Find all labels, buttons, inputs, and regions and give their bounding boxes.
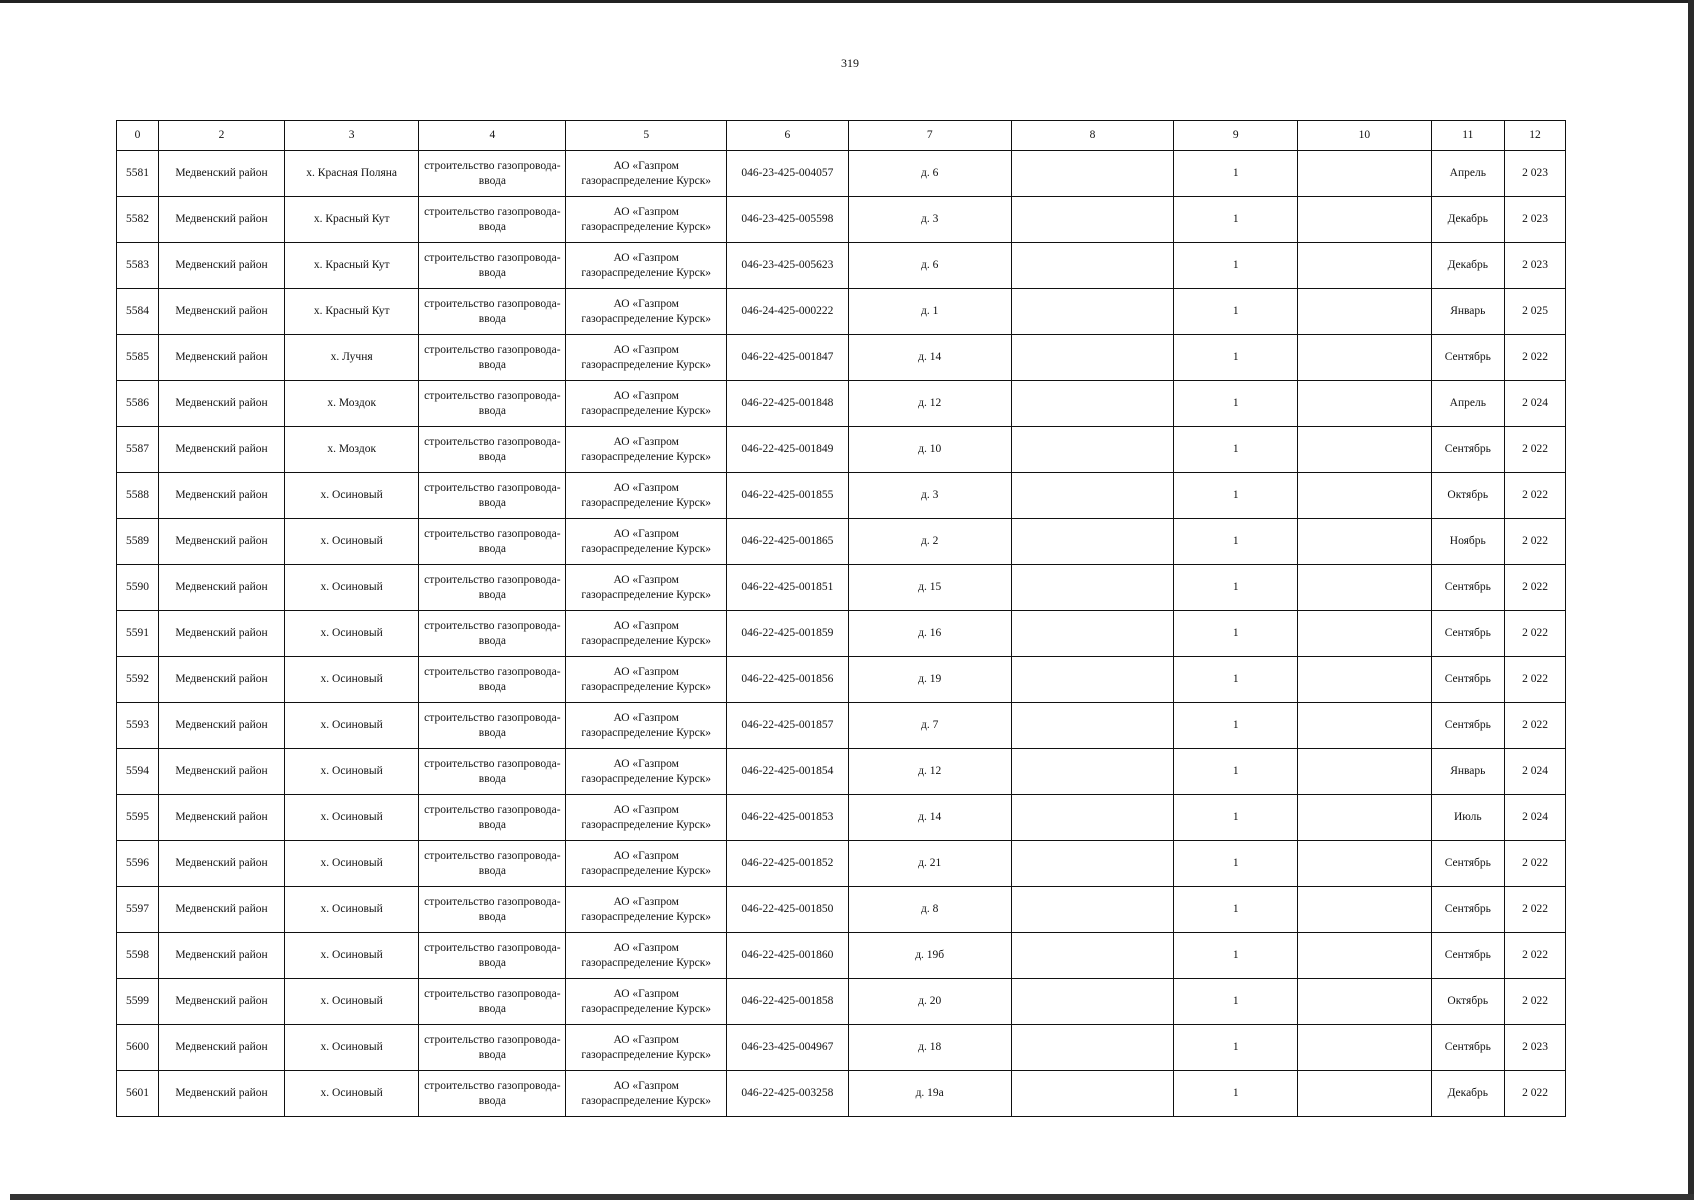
settlement-cell: х. Красный Кут [284, 243, 418, 289]
month-cell: Декабрь [1431, 197, 1505, 243]
year-cell: 2 023 [1505, 197, 1566, 243]
row-number-cell: 5590 [117, 565, 159, 611]
year-cell: 2 022 [1505, 1071, 1566, 1117]
settlement-cell: х. Красный Кут [284, 289, 418, 335]
column-10-cell [1298, 749, 1431, 795]
year-cell: 2 022 [1505, 565, 1566, 611]
work-type-cell: строительство газопровода-ввода [419, 703, 566, 749]
district-cell: Медвенский район [159, 841, 285, 887]
organization-cell: АО «Газпром газораспределение Курск» [566, 565, 727, 611]
settlement-cell: х. Осиновый [284, 887, 418, 933]
settlement-cell: х. Осиновый [284, 473, 418, 519]
column-8-cell [1011, 933, 1174, 979]
district-cell: Медвенский район [159, 335, 285, 381]
month-cell: Сентябрь [1431, 565, 1505, 611]
object-code-cell: 046-22-425-001850 [727, 887, 849, 933]
column-10-cell [1298, 289, 1431, 335]
district-cell: Медвенский район [159, 519, 285, 565]
settlement-cell: х. Осиновый [284, 565, 418, 611]
table-row [117, 197, 1566, 243]
header-col-3: 3 [284, 121, 418, 151]
column-10-cell [1298, 841, 1431, 887]
column-10-cell [1298, 795, 1431, 841]
work-type-cell: строительство газопровода-ввода [419, 1071, 566, 1117]
table-row [117, 795, 1566, 841]
district-cell: Медвенский район [159, 473, 285, 519]
house-number-cell: д. 6 [848, 243, 1011, 289]
house-number-cell: д. 12 [848, 381, 1011, 427]
column-8-cell [1011, 473, 1174, 519]
quantity-cell: 1 [1174, 979, 1298, 1025]
column-10-cell [1298, 427, 1431, 473]
organization-cell: АО «Газпром газораспределение Курск» [566, 289, 727, 335]
district-cell: Медвенский район [159, 933, 285, 979]
header-row [117, 121, 1566, 151]
year-cell: 2 022 [1505, 427, 1566, 473]
object-code-cell: 046-23-425-005623 [727, 243, 849, 289]
settlement-cell: х. Моздок [284, 427, 418, 473]
header-col-11: 11 [1431, 121, 1505, 151]
month-cell: Декабрь [1431, 243, 1505, 289]
district-cell: Медвенский район [159, 611, 285, 657]
year-cell: 2 023 [1505, 1025, 1566, 1071]
work-type-cell: строительство газопровода-ввода [419, 1025, 566, 1071]
house-number-cell: д. 21 [848, 841, 1011, 887]
object-code-cell: 046-24-425-000222 [727, 289, 849, 335]
month-cell: Апрель [1431, 381, 1505, 427]
work-type-cell: строительство газопровода-ввода [419, 519, 566, 565]
settlement-cell: х. Осиновый [284, 1025, 418, 1071]
organization-cell: АО «Газпром газораспределение Курск» [566, 519, 727, 565]
column-8-cell [1011, 427, 1174, 473]
house-number-cell: д. 19 [848, 657, 1011, 703]
month-cell: Сентябрь [1431, 841, 1505, 887]
table-row [117, 335, 1566, 381]
quantity-cell: 1 [1174, 703, 1298, 749]
row-number-cell: 5588 [117, 473, 159, 519]
object-code-cell: 046-22-425-001859 [727, 611, 849, 657]
row-number-cell: 5592 [117, 657, 159, 703]
quantity-cell: 1 [1174, 473, 1298, 519]
district-cell: Медвенский район [159, 427, 285, 473]
settlement-cell: х. Красный Кут [284, 197, 418, 243]
table-row [117, 427, 1566, 473]
organization-cell: АО «Газпром газораспределение Курск» [566, 979, 727, 1025]
column-8-cell [1011, 611, 1174, 657]
column-8-cell [1011, 519, 1174, 565]
quantity-cell: 1 [1174, 427, 1298, 473]
house-number-cell: д. 20 [848, 979, 1011, 1025]
object-code-cell: 046-22-425-001857 [727, 703, 849, 749]
table-row [117, 289, 1566, 335]
organization-cell: АО «Газпром газораспределение Курск» [566, 427, 727, 473]
table-row [117, 1071, 1566, 1117]
quantity-cell: 1 [1174, 381, 1298, 427]
house-number-cell: д. 7 [848, 703, 1011, 749]
column-8-cell [1011, 381, 1174, 427]
column-10-cell [1298, 979, 1431, 1025]
work-type-cell: строительство газопровода-ввода [419, 841, 566, 887]
month-cell: Октябрь [1431, 473, 1505, 519]
header-col-6: 6 [727, 121, 849, 151]
organization-cell: АО «Газпром газораспределение Курск» [566, 703, 727, 749]
house-number-cell: д. 1 [848, 289, 1011, 335]
year-cell: 2 022 [1505, 335, 1566, 381]
month-cell: Декабрь [1431, 1071, 1505, 1117]
table-row [117, 611, 1566, 657]
house-number-cell: д. 14 [848, 335, 1011, 381]
row-number-cell: 5581 [117, 151, 159, 197]
district-cell: Медвенский район [159, 795, 285, 841]
page-number: 319 [841, 56, 859, 70]
header-col-12: 12 [1505, 121, 1566, 151]
work-type-cell: строительство газопровода-ввода [419, 979, 566, 1025]
object-code-cell: 046-22-425-001849 [727, 427, 849, 473]
year-cell: 2 024 [1505, 749, 1566, 795]
quantity-cell: 1 [1174, 841, 1298, 887]
table-row [117, 887, 1566, 933]
month-cell: Сентябрь [1431, 933, 1505, 979]
row-number-cell: 5597 [117, 887, 159, 933]
column-10-cell [1298, 197, 1431, 243]
table-row [117, 933, 1566, 979]
organization-cell: АО «Газпром газораспределение Курск» [566, 151, 727, 197]
year-cell: 2 022 [1505, 657, 1566, 703]
settlement-cell: х. Осиновый [284, 519, 418, 565]
year-cell: 2 022 [1505, 979, 1566, 1025]
organization-cell: АО «Газпром газораспределение Курск» [566, 887, 727, 933]
column-10-cell [1298, 1025, 1431, 1071]
table-row [117, 519, 1566, 565]
quantity-cell: 1 [1174, 565, 1298, 611]
district-cell: Медвенский район [159, 565, 285, 611]
month-cell: Сентябрь [1431, 703, 1505, 749]
header-col-8: 8 [1011, 121, 1174, 151]
table-row [117, 1025, 1566, 1071]
year-cell: 2 022 [1505, 703, 1566, 749]
house-number-cell: д. 18 [848, 1025, 1011, 1071]
row-number-cell: 5596 [117, 841, 159, 887]
organization-cell: АО «Газпром газораспределение Курск» [566, 473, 727, 519]
month-cell: Сентябрь [1431, 887, 1505, 933]
header-col-10: 10 [1298, 121, 1431, 151]
column-10-cell [1298, 519, 1431, 565]
work-type-cell: строительство газопровода-ввода [419, 749, 566, 795]
row-number-cell: 5593 [117, 703, 159, 749]
organization-cell: АО «Газпром газораспределение Курск» [566, 243, 727, 289]
column-10-cell [1298, 473, 1431, 519]
organization-cell: АО «Газпром газораспределение Курск» [566, 611, 727, 657]
row-number-cell: 5584 [117, 289, 159, 335]
organization-cell: АО «Газпром газораспределение Курск» [566, 841, 727, 887]
house-number-cell: д. 14 [848, 795, 1011, 841]
row-number-cell: 5586 [117, 381, 159, 427]
object-code-cell: 046-22-425-001854 [727, 749, 849, 795]
object-code-cell: 046-23-425-005598 [727, 197, 849, 243]
column-8-cell [1011, 795, 1174, 841]
column-8-cell [1011, 887, 1174, 933]
column-10-cell [1298, 887, 1431, 933]
month-cell: Январь [1431, 289, 1505, 335]
month-cell: Сентябрь [1431, 335, 1505, 381]
object-code-cell: 046-22-425-001853 [727, 795, 849, 841]
settlement-cell: х. Осиновый [284, 1071, 418, 1117]
district-cell: Медвенский район [159, 381, 285, 427]
row-number-cell: 5587 [117, 427, 159, 473]
settlement-cell: х. Осиновый [284, 841, 418, 887]
header-col-4: 4 [419, 121, 566, 151]
table-row [117, 381, 1566, 427]
column-8-cell [1011, 197, 1174, 243]
object-code-cell: 046-22-425-001858 [727, 979, 849, 1025]
column-10-cell [1298, 703, 1431, 749]
object-code-cell: 046-22-425-001848 [727, 381, 849, 427]
district-cell: Медвенский район [159, 703, 285, 749]
quantity-cell: 1 [1174, 749, 1298, 795]
house-number-cell: д. 3 [848, 197, 1011, 243]
scan-right-edge [1688, 0, 1694, 1200]
work-type-cell: строительство газопровода-ввода [419, 335, 566, 381]
row-number-cell: 5583 [117, 243, 159, 289]
settlement-cell: х. Осиновый [284, 749, 418, 795]
quantity-cell: 1 [1174, 289, 1298, 335]
organization-cell: АО «Газпром газораспределение Курск» [566, 749, 727, 795]
work-type-cell: строительство газопровода-ввода [419, 795, 566, 841]
year-cell: 2 025 [1505, 289, 1566, 335]
row-number-cell: 5601 [117, 1071, 159, 1117]
header-col-0: 0 [117, 121, 159, 151]
registry-body [117, 151, 1566, 1117]
work-type-cell: строительство газопровода-ввода [419, 427, 566, 473]
row-number-cell: 5582 [117, 197, 159, 243]
settlement-cell: х. Осиновый [284, 657, 418, 703]
year-cell: 2 022 [1505, 519, 1566, 565]
gas-connection-registry-table [116, 120, 1566, 1117]
organization-cell: АО «Газпром газораспределение Курск» [566, 657, 727, 703]
quantity-cell: 1 [1174, 519, 1298, 565]
month-cell: Сентябрь [1431, 427, 1505, 473]
column-8-cell [1011, 565, 1174, 611]
month-cell: Апрель [1431, 151, 1505, 197]
quantity-cell: 1 [1174, 611, 1298, 657]
house-number-cell: д. 19б [848, 933, 1011, 979]
table-row [117, 565, 1566, 611]
settlement-cell: х. Лучня [284, 335, 418, 381]
object-code-cell: 046-22-425-001860 [727, 933, 849, 979]
year-cell: 2 022 [1505, 611, 1566, 657]
house-number-cell: д. 10 [848, 427, 1011, 473]
column-10-cell [1298, 611, 1431, 657]
work-type-cell: строительство газопровода-ввода [419, 473, 566, 519]
table-row [117, 749, 1566, 795]
organization-cell: АО «Газпром газораспределение Курск» [566, 1071, 727, 1117]
district-cell: Медвенский район [159, 151, 285, 197]
organization-cell: АО «Газпром газораспределение Курск» [566, 1025, 727, 1071]
year-cell: 2 022 [1505, 473, 1566, 519]
year-cell: 2 022 [1505, 841, 1566, 887]
year-cell: 2 023 [1505, 243, 1566, 289]
row-number-cell: 5599 [117, 979, 159, 1025]
month-cell: Сентябрь [1431, 1025, 1505, 1071]
column-8-cell [1011, 749, 1174, 795]
month-cell: Сентябрь [1431, 611, 1505, 657]
house-number-cell: д. 15 [848, 565, 1011, 611]
organization-cell: АО «Газпром газораспределение Курск» [566, 381, 727, 427]
house-number-cell: д. 3 [848, 473, 1011, 519]
settlement-cell: х. Моздок [284, 381, 418, 427]
table-row [117, 151, 1566, 197]
work-type-cell: строительство газопровода-ввода [419, 565, 566, 611]
object-code-cell: 046-22-425-001851 [727, 565, 849, 611]
column-10-cell [1298, 657, 1431, 703]
settlement-cell: х. Осиновый [284, 703, 418, 749]
column-8-cell [1011, 979, 1174, 1025]
work-type-cell: строительство газопровода-ввода [419, 151, 566, 197]
table-row [117, 841, 1566, 887]
table-row [117, 243, 1566, 289]
object-code-cell: 046-22-425-001856 [727, 657, 849, 703]
row-number-cell: 5598 [117, 933, 159, 979]
object-code-cell: 046-23-425-004967 [727, 1025, 849, 1071]
column-10-cell [1298, 1071, 1431, 1117]
work-type-cell: строительство газопровода-ввода [419, 289, 566, 335]
object-code-cell: 046-22-425-003258 [727, 1071, 849, 1117]
district-cell: Медвенский район [159, 657, 285, 703]
header-col-2: 2 [159, 121, 285, 151]
district-cell: Медвенский район [159, 979, 285, 1025]
object-code-cell: 046-23-425-004057 [727, 151, 849, 197]
quantity-cell: 1 [1174, 795, 1298, 841]
work-type-cell: строительство газопровода-ввода [419, 197, 566, 243]
year-cell: 2 024 [1505, 795, 1566, 841]
table-row [117, 473, 1566, 519]
column-8-cell [1011, 289, 1174, 335]
column-8-cell [1011, 1071, 1174, 1117]
column-10-cell [1298, 933, 1431, 979]
district-cell: Медвенский район [159, 289, 285, 335]
table-row [117, 657, 1566, 703]
settlement-cell: х. Осиновый [284, 933, 418, 979]
quantity-cell: 1 [1174, 887, 1298, 933]
house-number-cell: д. 2 [848, 519, 1011, 565]
work-type-cell: строительство газопровода-ввода [419, 611, 566, 657]
header-col-7: 7 [848, 121, 1011, 151]
work-type-cell: строительство газопровода-ввода [419, 887, 566, 933]
month-cell: Январь [1431, 749, 1505, 795]
quantity-cell: 1 [1174, 1071, 1298, 1117]
header-col-9: 9 [1174, 121, 1298, 151]
quantity-cell: 1 [1174, 243, 1298, 289]
column-8-cell [1011, 841, 1174, 887]
object-code-cell: 046-22-425-001852 [727, 841, 849, 887]
row-number-cell: 5589 [117, 519, 159, 565]
column-8-cell [1011, 657, 1174, 703]
scan-bottom-edge [10, 1194, 1694, 1200]
column-10-cell [1298, 151, 1431, 197]
district-cell: Медвенский район [159, 887, 285, 933]
work-type-cell: строительство газопровода-ввода [419, 657, 566, 703]
column-10-cell [1298, 335, 1431, 381]
year-cell: 2 022 [1505, 933, 1566, 979]
year-cell: 2 022 [1505, 887, 1566, 933]
district-cell: Медвенский район [159, 197, 285, 243]
column-10-cell [1298, 381, 1431, 427]
year-cell: 2 024 [1505, 381, 1566, 427]
quantity-cell: 1 [1174, 933, 1298, 979]
table-row [117, 979, 1566, 1025]
organization-cell: АО «Газпром газораспределение Курск» [566, 197, 727, 243]
column-8-cell [1011, 151, 1174, 197]
house-number-cell: д. 8 [848, 887, 1011, 933]
house-number-cell: д. 6 [848, 151, 1011, 197]
house-number-cell: д. 16 [848, 611, 1011, 657]
column-8-cell [1011, 243, 1174, 289]
house-number-cell: д. 12 [848, 749, 1011, 795]
table-row [117, 703, 1566, 749]
district-cell: Медвенский район [159, 243, 285, 289]
column-10-cell [1298, 243, 1431, 289]
quantity-cell: 1 [1174, 335, 1298, 381]
row-number-cell: 5594 [117, 749, 159, 795]
district-cell: Медвенский район [159, 749, 285, 795]
month-cell: Октябрь [1431, 979, 1505, 1025]
settlement-cell: х. Красная Поляна [284, 151, 418, 197]
column-8-cell [1011, 335, 1174, 381]
row-number-cell: 5585 [117, 335, 159, 381]
district-cell: Медвенский район [159, 1071, 285, 1117]
organization-cell: АО «Газпром газораспределение Курск» [566, 335, 727, 381]
month-cell: Ноябрь [1431, 519, 1505, 565]
column-8-cell [1011, 703, 1174, 749]
settlement-cell: х. Осиновый [284, 611, 418, 657]
organization-cell: АО «Газпром газораспределение Курск» [566, 933, 727, 979]
scan-top-edge [0, 0, 1694, 3]
quantity-cell: 1 [1174, 197, 1298, 243]
settlement-cell: х. Осиновый [284, 795, 418, 841]
row-number-cell: 5600 [117, 1025, 159, 1071]
work-type-cell: строительство газопровода-ввода [419, 243, 566, 289]
month-cell: Сентябрь [1431, 657, 1505, 703]
object-code-cell: 046-22-425-001865 [727, 519, 849, 565]
column-8-cell [1011, 1025, 1174, 1071]
object-code-cell: 046-22-425-001855 [727, 473, 849, 519]
month-cell: Июль [1431, 795, 1505, 841]
quantity-cell: 1 [1174, 1025, 1298, 1071]
column-10-cell [1298, 565, 1431, 611]
quantity-cell: 1 [1174, 151, 1298, 197]
work-type-cell: строительство газопровода-ввода [419, 933, 566, 979]
row-number-cell: 5591 [117, 611, 159, 657]
settlement-cell: х. Осиновый [284, 979, 418, 1025]
organization-cell: АО «Газпром газораспределение Курск» [566, 795, 727, 841]
object-code-cell: 046-22-425-001847 [727, 335, 849, 381]
header-col-5: 5 [566, 121, 727, 151]
year-cell: 2 023 [1505, 151, 1566, 197]
work-type-cell: строительство газопровода-ввода [419, 381, 566, 427]
district-cell: Медвенский район [159, 1025, 285, 1071]
row-number-cell: 5595 [117, 795, 159, 841]
quantity-cell: 1 [1174, 657, 1298, 703]
house-number-cell: д. 19а [848, 1071, 1011, 1117]
